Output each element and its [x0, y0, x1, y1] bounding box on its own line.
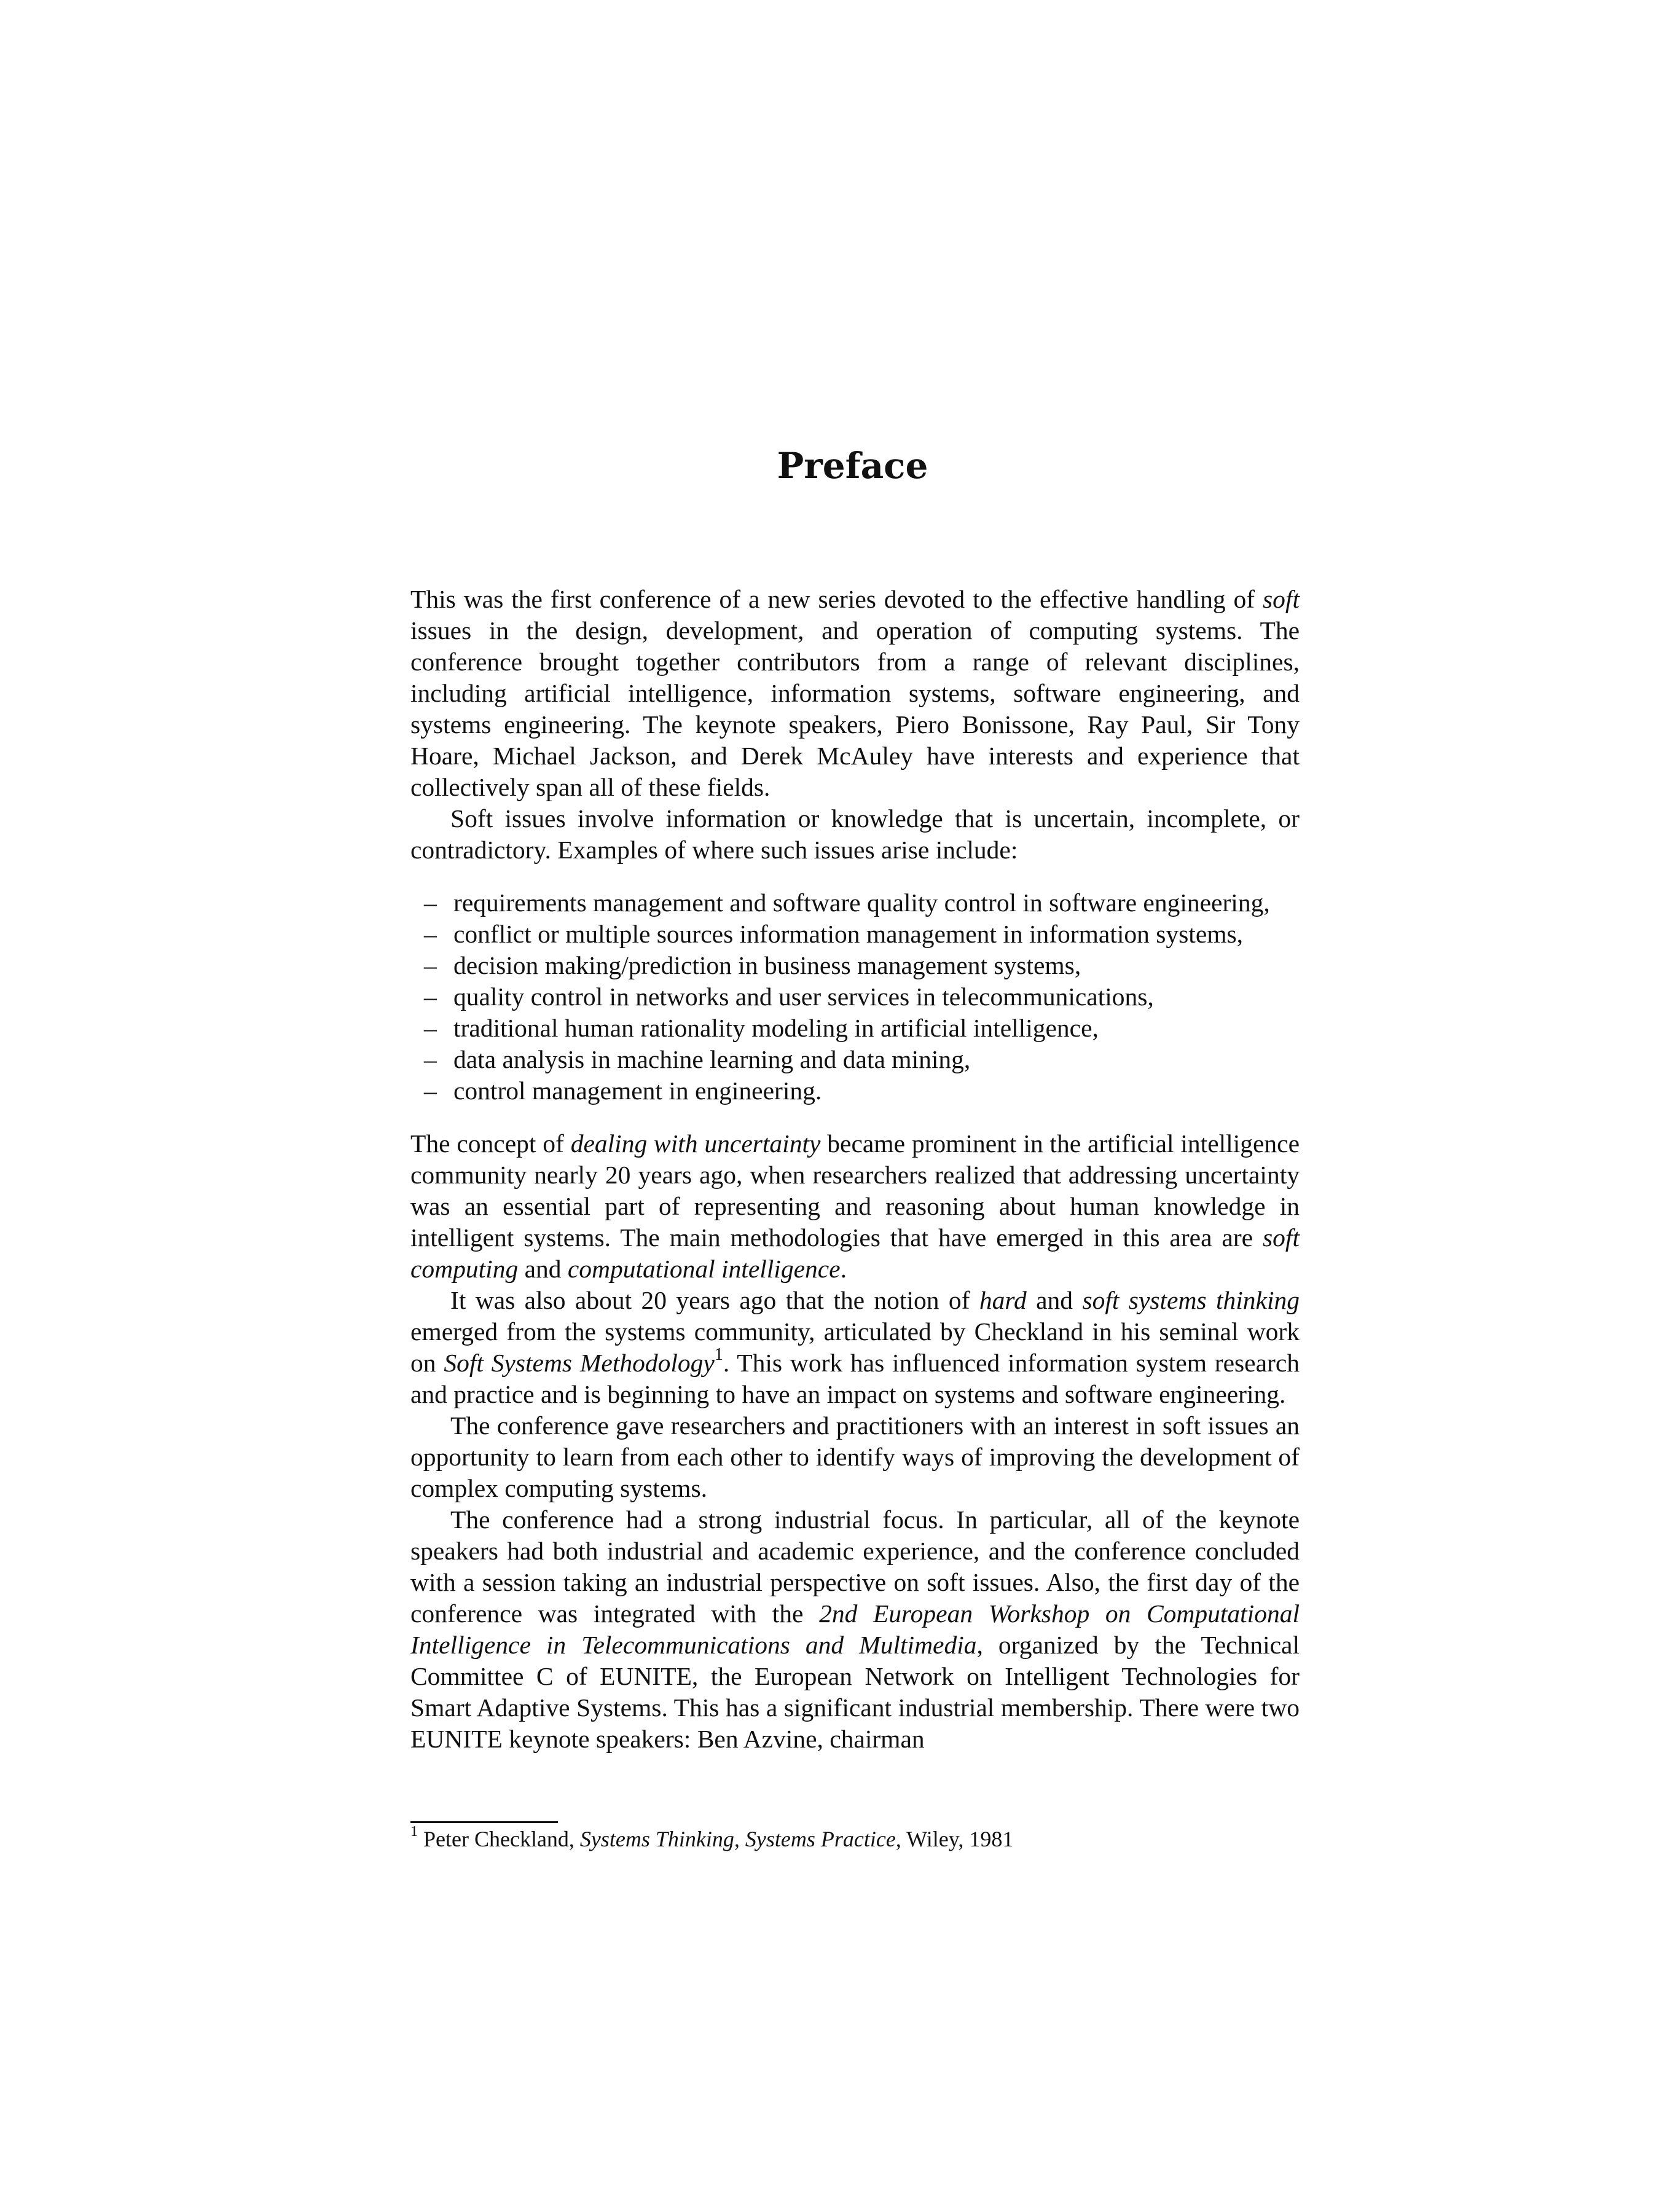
paragraph-soft-issues: Soft issues involve information or knowledge that is uncertain, incomplete, or contradictory. Examples of where such issues arise include: — [410, 804, 1300, 864]
list-item: – quality control in networks and user services in telecommunications, — [424, 982, 1154, 1011]
list-item: – requirements management and software quality control in software engineering, — [424, 888, 1270, 917]
list-item: – data analysis in machine learning and data mining, — [424, 1045, 971, 1073]
list-item: – decision making/prediction in business management systems, — [424, 951, 1081, 979]
list-item: – conflict or multiple sources information management in information systems, — [424, 920, 1244, 948]
footnote-divider — [410, 1821, 558, 1823]
paragraph-intro: This was the first conference of a new series devoted to the effective handling of soft issues in the design, development, and operation of computing systems. The conference brought together contributors from a range of relevant disciplines, including artificial intelligence, information systems, software engineering, and systems engineering. The keynote speakers, Piero Bonissone, Ray Paul, Sir Tony Hoare, Michael Jackson, and Derek McAuley have interests and experience that collectively span all of these fields. — [410, 585, 1300, 801]
paragraph-opportunity: The conference gave researchers and practitioners with an interest in soft issues an opportunity to learn from each other to identify ways of improving the development of complex computing systems. — [410, 1411, 1300, 1502]
list-item: – traditional human rationality modeling in artificial intelligence, — [424, 1014, 1099, 1042]
examples-list — [410, 887, 1300, 1107]
paragraph-systems-thinking: It was also about 20 years ago that the notion of hard and soft systems thinking emerged from the systems community, articulated by Checkland in his seminal work on Soft Systems Methodology$^1$. This work has influenced information system research and practice and is beginning to have an impact on systems and software engineering. — [410, 1286, 1300, 1408]
page-title: Preface — [777, 445, 928, 487]
footnote-mark: 1 — [410, 1824, 418, 1840]
emphasis-soft: soft — [1263, 585, 1300, 613]
paragraph-uncertainty: The concept of dealing with uncertainty became prominent in the artificial intelligence community nearly 20 years ago, when researchers realized that addressing uncertainty was an essential part of representing and reasoning about human knowledge in intelligent systems. The main methodologies that have emerged in this area are soft computing and computational intelligence. — [410, 1129, 1300, 1283]
list-item: – control management in engineering. — [424, 1077, 822, 1105]
footnote-reference: 1 — [714, 1345, 723, 1365]
footnote: $^1$ Peter Checkland, Systems Thinking, Systems Practice, Wiley, 1981 — [410, 1824, 1014, 1851]
paragraph-industrial-focus: The conference had a strong industrial focus. In particular, all of the keynote speakers had both industrial and academic experience, and the conference concluded with a session taking an industrial perspective on soft issues. Also, the first day of the conference was integrated with the 2nd European Workshop on Computational Intelligence in Telecommunications and Multimedia, organized by the Technical Committee C of EUNITE, the European Network on Intelligent Technologies for Smart Adaptive Systems. This has a significant industrial membership. There were two EUNITE keynote speakers: Ben Azvine, chairman — [410, 1505, 1300, 1753]
body-text — [410, 584, 1300, 1755]
